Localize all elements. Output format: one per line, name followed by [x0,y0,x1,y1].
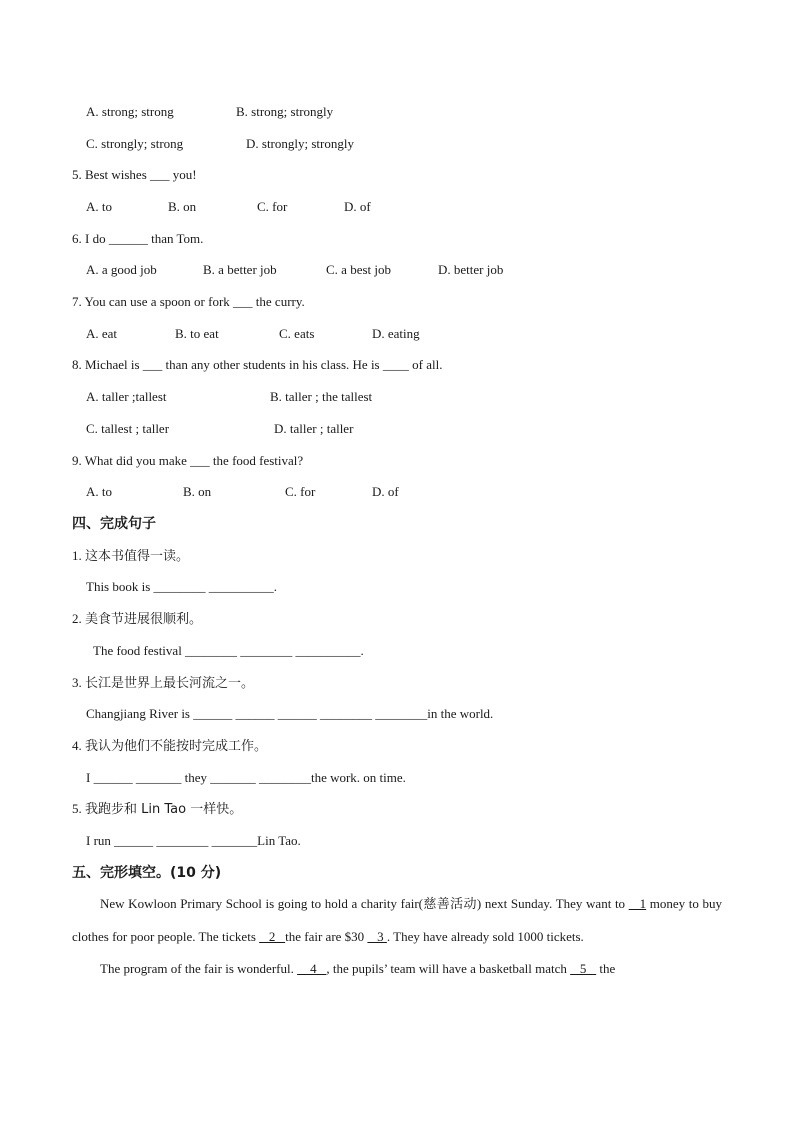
q5-option-a: A. to [86,199,112,214]
q5-option-b: B. on [168,199,197,214]
q4-option-c: C. strongly; strong [86,136,184,151]
cloze-p1-text-a: New Kowloon Primary School is going to hold a charity fair( [100,896,423,911]
q4-option-b: B. strong; strongly [236,104,334,119]
cloze-p2-text-b: , the pupils’ team will have a basketball match [326,961,571,976]
s4-item2-answer: The food festival ________ ________ __________. [93,643,364,658]
cloze-p1-chinese: 慈善活动 [423,897,477,912]
q6-option-d: D. better job [438,262,504,277]
q9-option-a: A. to [86,484,112,499]
q5-option-c: C. for [257,199,288,214]
cloze-p1-text-c: money to buy clothes for poor people. The tickets [72,896,723,944]
s4-item1-num: 1. [72,548,82,563]
s4-item4-num: 4. [72,738,82,753]
s4-item3-prompt [72,675,254,692]
q4-option-d: D. strongly; strongly [246,136,354,151]
q6-option-b: B. a better job [203,262,277,277]
s4-item2-prompt [72,611,202,628]
cloze-p1-text-b: ) next Sunday. They want to [476,896,629,911]
s4-item2-chinese: 美食节进展很顺利。 [85,612,203,627]
q8-option-d: D. taller ; taller [274,421,354,436]
q7-option-d: D. eating [372,326,420,341]
cloze-p2-text-c: the [596,961,616,976]
s4-item4-prompt [72,738,267,755]
q5-option-d: D. of [344,199,371,214]
s4-item3-chinese: 长江是世界上最长河流之一。 [85,676,255,691]
section5-title: 五、完形填空。(10 分) [72,865,222,881]
q5-stem: 5. Best wishes ___ you! [72,167,197,182]
s4-item3-answer: Changjiang River is ______ ______ ______ ________ ________in the world. [86,706,494,721]
q6-option-a: A. a good job [86,262,157,277]
q9-stem: 9. What did you make ___ the food festival? [72,453,304,468]
cloze-p1-text-e: . They have already sold 1000 tickets. [386,929,584,944]
q7-option-b: B. to eat [175,326,219,341]
q8-option-b: B. taller ; the tallest [270,389,373,404]
q7-option-a: A. eat [86,326,118,341]
cloze-blank-1: 1 [628,896,647,911]
s4-item5-num: 5. [72,801,82,816]
q9-option-d: D. of [372,484,399,499]
q8-option-c: C. tallest ; taller [86,421,170,436]
s4-item4-chinese: 我认为他们不能按时完成工作。 [85,739,268,754]
cloze-p1-text-d: the fair are $30 [285,929,368,944]
cloze-blank-5: 5 [570,961,597,976]
q9-option-b: B. on [183,484,212,499]
cloze-passage [72,888,722,985]
s4-item1-answer: This book is ________ __________. [86,579,278,594]
cloze-blank-4: 4 [297,961,327,976]
section4-title: 四、完成句子 [72,516,156,532]
q6-option-c: C. a best job [326,262,391,277]
q7-option-c: C. eats [279,326,315,341]
cloze-blank-2: 2 [259,929,286,944]
q8-option-a: A. taller ;tallest [86,389,167,404]
cloze-blank-3: 3 [367,929,387,944]
cloze-paragraph-2 [72,953,722,985]
q9-option-c: C. for [285,484,316,499]
s4-item4-answer: I ______ _______ they _______ ________the work. on time. [86,770,406,785]
s4-item5-prompt [72,801,242,818]
s4-item1-chinese: 这本书值得一读。 [85,549,190,564]
q8-stem: 8. Michael is ___ than any other students in his class. He is ____ of all. [72,357,443,372]
q6-stem: 6. I do ______ than Tom. [72,231,204,246]
s4-item1-prompt [72,548,189,565]
s4-item5-chinese: 我跑步和 Lin Tao 一样快。 [85,802,243,817]
s4-item5-answer: I run ______ ________ _______Lin Tao. [86,833,301,848]
cloze-p2-text-a: The program of the fair is wonderful. [100,961,298,976]
q7-stem: 7. You can use a spoon or fork ___ the curry. [72,294,305,309]
cloze-paragraph-1 [72,888,722,953]
q4-option-a: A. strong; strong [86,104,174,119]
s4-item3-num: 3. [72,675,82,690]
s4-item2-num: 2. [72,611,82,626]
